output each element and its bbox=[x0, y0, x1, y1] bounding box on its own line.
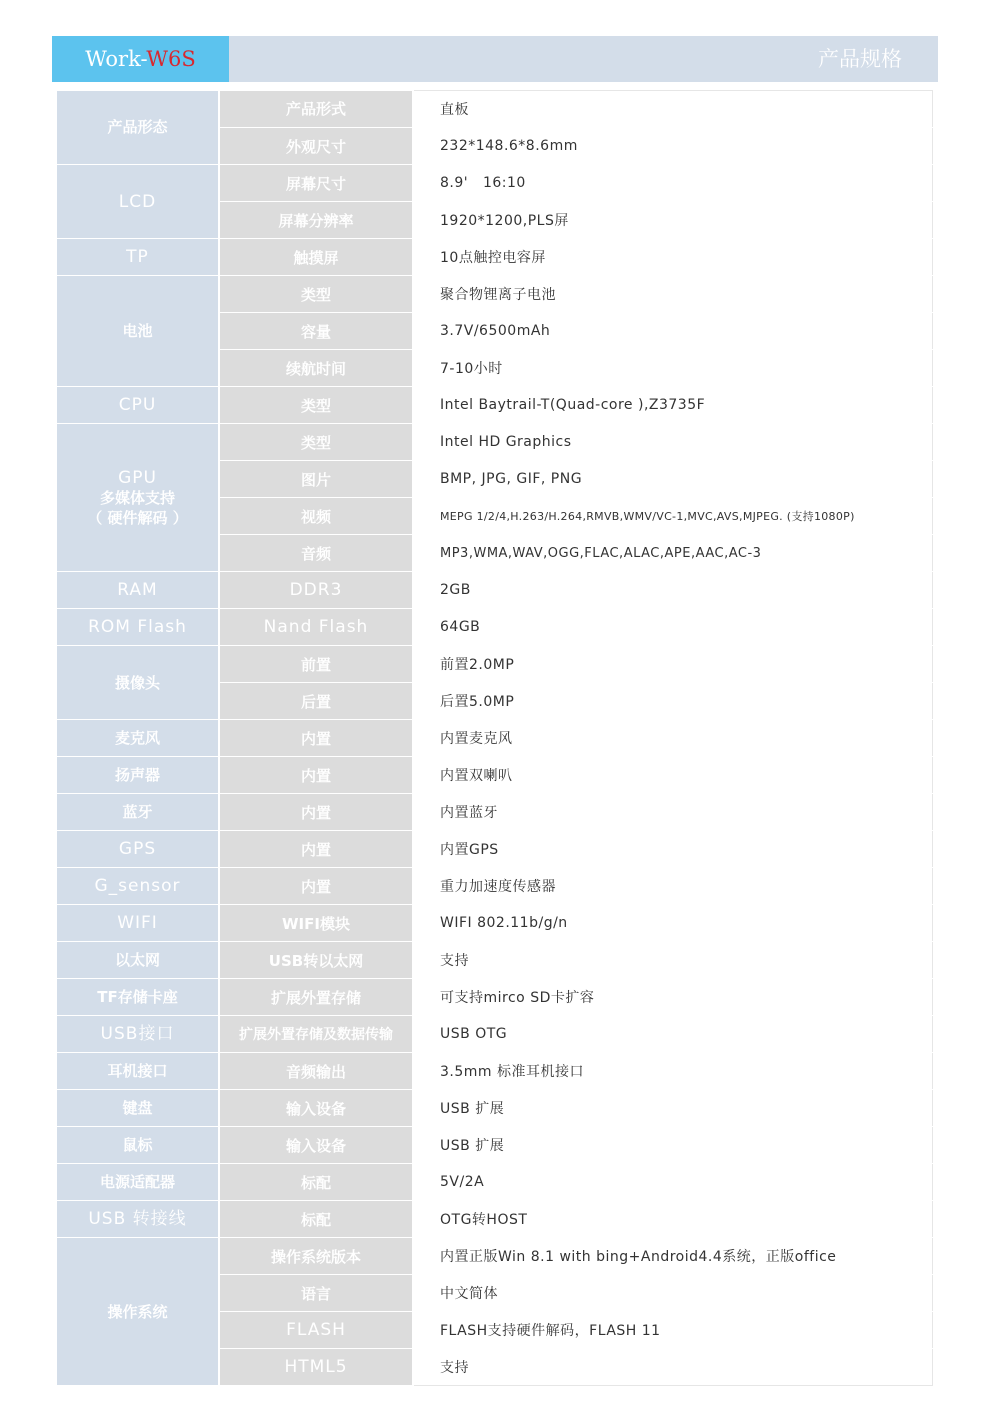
subcategory-cell: 输入设备 bbox=[219, 1127, 413, 1164]
category-cell: CPU bbox=[57, 387, 219, 424]
category-cell: GPS bbox=[57, 831, 219, 868]
subcategory-cell: HTML5 bbox=[219, 1349, 413, 1386]
subcategory-cell: 类型 bbox=[219, 276, 413, 313]
value-cell: 10点触控电容屏 bbox=[413, 239, 933, 276]
value-cell: Intel Baytrail-T(Quad-core ),Z3735F bbox=[413, 387, 933, 424]
value-cell: 7-10小时 bbox=[413, 350, 933, 387]
subcategory-cell: 图片 bbox=[219, 461, 413, 498]
table-row bbox=[57, 1090, 933, 1127]
table-row bbox=[57, 720, 933, 757]
table-row bbox=[57, 165, 933, 202]
value-cell: 64GB bbox=[413, 609, 933, 646]
category-line: GPU bbox=[118, 467, 157, 488]
value-cell: USB 扩展 bbox=[413, 1090, 933, 1127]
category-cell: 键盘 bbox=[57, 1090, 219, 1127]
category-cell: TF存储卡座 bbox=[57, 979, 219, 1016]
table-row bbox=[57, 1016, 933, 1053]
brand-prefix: Work- bbox=[85, 47, 147, 71]
subcategory-cell: 标配 bbox=[219, 1164, 413, 1201]
table-row bbox=[57, 387, 933, 424]
value-cell: 8.9' 16:10 bbox=[413, 165, 933, 202]
value-cell: 直板 bbox=[413, 91, 933, 128]
category-cell: TP bbox=[57, 239, 219, 276]
value-cell: FLASH支持硬件解码，FLASH 11 bbox=[413, 1312, 933, 1349]
subcategory-cell: 后置 bbox=[219, 683, 413, 720]
subcategory-cell: 视频 bbox=[219, 498, 413, 535]
value-cell: MP3,WMA,WAV,OGG,FLAC,ALAC,APE,AAC,AC-3 bbox=[413, 535, 933, 572]
value-cell: 聚合物锂离子电池 bbox=[413, 276, 933, 313]
subcategory-cell: USB转以太网 bbox=[219, 942, 413, 979]
category-cell: ROM Flash bbox=[57, 609, 219, 646]
category-cell: USB接口 bbox=[57, 1016, 219, 1053]
value-cell: 3.7V/6500mAh bbox=[413, 313, 933, 350]
subcategory-cell: 类型 bbox=[219, 387, 413, 424]
subcategory-cell: Nand Flash bbox=[219, 609, 413, 646]
subcategory-cell: 前置 bbox=[219, 646, 413, 683]
subcategory-cell: 操作系统版本 bbox=[219, 1238, 413, 1275]
value-cell: 可支持mirco SD卡扩容 bbox=[413, 979, 933, 1016]
category-cell: 扬声器 bbox=[57, 757, 219, 794]
value-cell: BMP, JPG, GIF, PNG bbox=[413, 461, 933, 498]
subcategory-cell: 产品形式 bbox=[219, 91, 413, 128]
table-row bbox=[57, 646, 933, 683]
spec-table bbox=[57, 90, 933, 1386]
value-cell: 2GB bbox=[413, 572, 933, 609]
table-row bbox=[57, 942, 933, 979]
subcategory-cell: 扩展外置存储及数据传输 bbox=[219, 1016, 413, 1053]
value-cell: 支持 bbox=[413, 1349, 933, 1386]
table-row bbox=[57, 239, 933, 276]
category-line: （ 硬件解码 ） bbox=[87, 508, 188, 527]
subcategory-cell: FLASH bbox=[219, 1312, 413, 1349]
value-cell: Intel HD Graphics bbox=[413, 424, 933, 461]
value-cell: 支持 bbox=[413, 942, 933, 979]
category-cell: G_sensor bbox=[57, 868, 219, 905]
subcategory-cell: 内置 bbox=[219, 868, 413, 905]
subcategory-cell: 扩展外置存储 bbox=[219, 979, 413, 1016]
table-row bbox=[57, 757, 933, 794]
value-cell: 前置2.0MP bbox=[413, 646, 933, 683]
subcategory-cell: 内置 bbox=[219, 831, 413, 868]
value-cell: 内置正版Win 8.1 with bing+Android4.4系统，正版office bbox=[413, 1238, 933, 1275]
brand-label bbox=[52, 36, 229, 82]
table-row bbox=[57, 905, 933, 942]
table-row bbox=[57, 276, 933, 313]
category-cell: 产品形态 bbox=[57, 91, 219, 165]
category-cell: LCD bbox=[57, 165, 219, 239]
category-cell: USB 转接线 bbox=[57, 1201, 219, 1238]
category-cell: 麦克风 bbox=[57, 720, 219, 757]
subcategory-cell: 容量 bbox=[219, 313, 413, 350]
subcategory-cell: WIFI模块 bbox=[219, 905, 413, 942]
subcategory-cell: 外观尺寸 bbox=[219, 128, 413, 165]
subcategory-cell: 续航时间 bbox=[219, 350, 413, 387]
table-row bbox=[57, 979, 933, 1016]
table-row bbox=[57, 868, 933, 905]
value-cell: WIFI 802.11b/g/n bbox=[413, 905, 933, 942]
category-cell: 蓝牙 bbox=[57, 794, 219, 831]
category-cell: 以太网 bbox=[57, 942, 219, 979]
table-row bbox=[57, 1053, 933, 1090]
table-row bbox=[57, 1238, 933, 1275]
table-row bbox=[57, 609, 933, 646]
subcategory-cell: DDR3 bbox=[219, 572, 413, 609]
table-row bbox=[57, 424, 933, 461]
subcategory-cell: 音频 bbox=[219, 535, 413, 572]
subcategory-cell: 触摸屏 bbox=[219, 239, 413, 276]
subcategory-cell: 标配 bbox=[219, 1201, 413, 1238]
category-cell: 电源适配器 bbox=[57, 1164, 219, 1201]
subcategory-cell: 输入设备 bbox=[219, 1090, 413, 1127]
value-cell: MEPG 1/2/4,H.263/H.264,RMVB,WMV/VC-1,MVC,AVS,MJPEG. (支持1080P) bbox=[413, 498, 933, 535]
table-row bbox=[57, 91, 933, 128]
value-cell: 5V/2A bbox=[413, 1164, 933, 1201]
category-cell: 鼠标 bbox=[57, 1127, 219, 1164]
page-title: 产品规格 bbox=[818, 47, 902, 71]
value-cell: USB OTG bbox=[413, 1016, 933, 1053]
category-cell bbox=[57, 424, 219, 572]
table-row bbox=[57, 572, 933, 609]
table-row bbox=[57, 794, 933, 831]
table-row bbox=[57, 1201, 933, 1238]
subcategory-cell: 语言 bbox=[219, 1275, 413, 1312]
subcategory-cell: 内置 bbox=[219, 794, 413, 831]
value-cell: 内置双喇叭 bbox=[413, 757, 933, 794]
value-cell: OTG转HOST bbox=[413, 1201, 933, 1238]
category-cell: 摄像头 bbox=[57, 646, 219, 720]
value-cell: 重力加速度传感器 bbox=[413, 868, 933, 905]
value-cell: 中文简体 bbox=[413, 1275, 933, 1312]
value-cell: 232*148.6*8.6mm bbox=[413, 128, 933, 165]
subcategory-cell: 屏幕分辨率 bbox=[219, 202, 413, 239]
value-cell: 3.5mm 标准耳机接口 bbox=[413, 1053, 933, 1090]
subcategory-cell: 内置 bbox=[219, 757, 413, 794]
category-line: 多媒体支持 bbox=[99, 488, 175, 507]
brand-model: W6S bbox=[146, 47, 196, 71]
subcategory-cell: 类型 bbox=[219, 424, 413, 461]
value-cell: USB 扩展 bbox=[413, 1127, 933, 1164]
value-cell: 内置麦克风 bbox=[413, 720, 933, 757]
subcategory-cell: 音频输出 bbox=[219, 1053, 413, 1090]
value-cell: 内置蓝牙 bbox=[413, 794, 933, 831]
table-row bbox=[57, 1164, 933, 1201]
value-cell: 后置5.0MP bbox=[413, 683, 933, 720]
value-cell: 内置GPS bbox=[413, 831, 933, 868]
category-cell: 操作系统 bbox=[57, 1238, 219, 1386]
category-cell: 电池 bbox=[57, 276, 219, 387]
subcategory-cell: 屏幕尺寸 bbox=[219, 165, 413, 202]
value-cell: 1920*1200,PLS屏 bbox=[413, 202, 933, 239]
category-cell: 耳机接口 bbox=[57, 1053, 219, 1090]
table-row bbox=[57, 831, 933, 868]
table-row bbox=[57, 1127, 933, 1164]
subcategory-cell: 内置 bbox=[219, 720, 413, 757]
category-cell: RAM bbox=[57, 572, 219, 609]
category-cell: WIFI bbox=[57, 905, 219, 942]
header-bar bbox=[52, 36, 938, 82]
